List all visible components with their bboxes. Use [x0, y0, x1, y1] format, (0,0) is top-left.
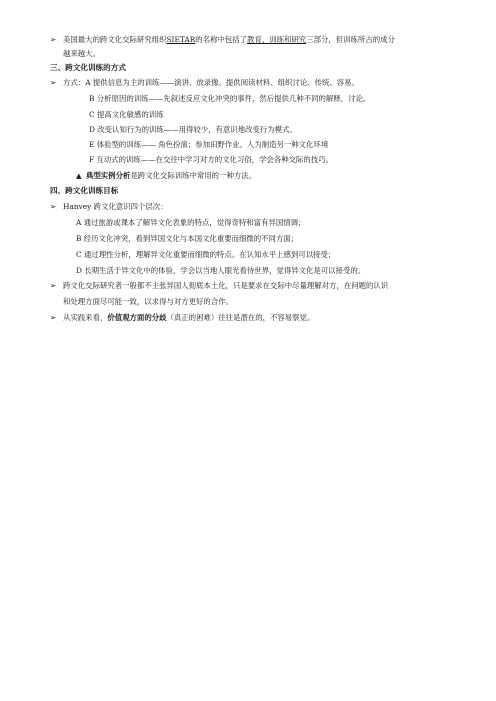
method-c: C 提高文化敏感的训练 [89, 110, 164, 119]
bullet-arrow-icon: ➢ [50, 35, 57, 44]
method-f: F 互动式的训练——在交往中学习对方的文化习俗，学会各种交际的技巧。 [89, 155, 333, 164]
methods-line-a: 方式：A 提供信息为主的训练——演讲、放录像、提供阅读材料、组织讨论、传统、容易。 [63, 78, 359, 87]
bullet-arrow-icon: ➢ [50, 202, 57, 211]
bullet-arrow-icon: ➢ [50, 281, 57, 290]
level-c: C 通过理性分析，理解异文化重要而细微的特点。在认知水平上感到可以接受； [76, 250, 336, 259]
method-d: D 改变认知行为的训练——用得较少，有意识地改变行为模式。 [89, 125, 297, 134]
hanvey-line: Hanvey 跨文化意识四个层次： [63, 202, 168, 211]
method-e: E 体验型的训练—— 角色扮演；参加田野作业。人为制造另一种文化环境 [89, 140, 329, 149]
bullet-arrow-icon: ➢ [50, 78, 57, 87]
case-analysis-term: 典型实例分析 [86, 171, 131, 180]
section-4-heading: 四、跨文化训练目标 [50, 186, 119, 195]
level-b: B 经历文化冲突，看到异国文化与本国文化重要而细微的不同方面； [76, 234, 299, 243]
method-b: B 分析原因的训练——先叙述反应文化冲突的事件，然后提供几种不同的解释，讨论。 [89, 94, 371, 103]
case-analysis-line: 典型实例分析是跨文化交际训练中常用的一种方法。 [86, 171, 257, 180]
intro-line-1: 美国最大的跨文化交际研究组织SIETAR的名称中包括了教育、训练和研究三部分，但训练所占的成分 [63, 35, 395, 44]
underlined-terms: 教育、训练和研究 [247, 35, 307, 44]
bullet-arrow-icon: ➢ [50, 313, 57, 322]
value-divergence-term: 价值观方面的分歧 [107, 313, 167, 322]
practice-line: 从实践来看，价值观方面的分歧（真正的困难）往往是潜在的，不容易察觉。 [63, 313, 315, 322]
org-name: SIETAR [166, 35, 196, 44]
level-a: A 通过旅游或课本了解异文化表象的特点，觉得奇特和富有异国情调； [76, 218, 306, 227]
localization-line-1: 跨文化交际研究者一般都不主张异国人彻底本土化，只是要求在交际中尽量理解对方，在问题的认识 [63, 281, 389, 290]
level-d: D 长期生活于异文化中的体验，学会以当地人眼光看待世界，觉得异文化是可以接受的。 [76, 266, 366, 275]
section-3-heading: 三、跨文化训练的方式 [50, 63, 126, 72]
triangle-icon: ▲ [76, 171, 82, 180]
localization-line-2: 和处理方面尽可能一致，以求得与对方更好的合作。 [63, 297, 233, 306]
intro-line-2: 越来越大。 [63, 49, 100, 58]
